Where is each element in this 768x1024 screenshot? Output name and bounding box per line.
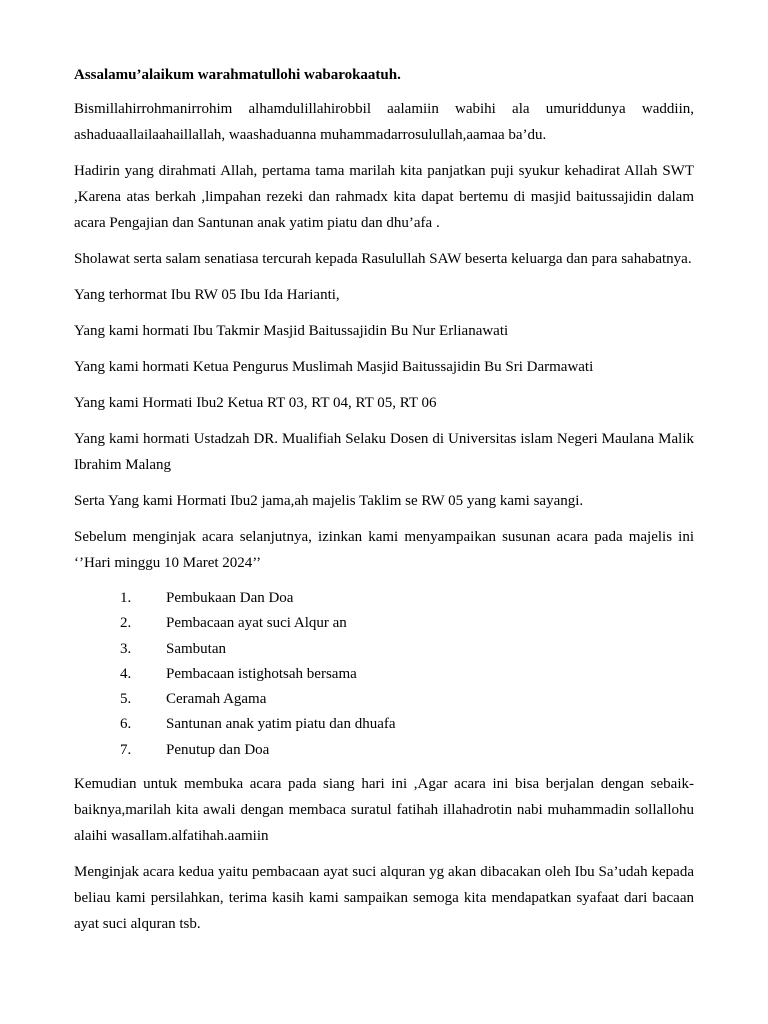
list-item-text: Sambutan — [166, 640, 226, 657]
list-item-number: 7. — [120, 741, 132, 758]
list-item — [74, 611, 694, 636]
list-item-text: Pembukaan Dan Doa — [166, 590, 294, 606]
list-item — [74, 712, 694, 737]
paragraph-welcome: Hadirin yang dirahmati Allah, pertama tama marilah kita panjatkan puji syukur kehadirat Allah SWT ,Karena atas berkah ,limpahan rezeki dan rahmadx kita dapat bertemu di masjid baitussajidin dalam acara Pengajian dan Santunan anak yatim piatu dan dhu’afa . — [74, 163, 694, 231]
list-item-text: Pembacaan istighotsah bersama — [166, 665, 357, 682]
list-item — [74, 586, 694, 611]
list-item — [74, 637, 694, 662]
paragraph-honor-jamaah: Serta Yang kami Hormati Ibu2 jama,ah majelis Taklim se RW 05 yang kami sayangi. — [74, 493, 584, 509]
list-item-number: 5. — [120, 691, 132, 708]
paragraph-opening: Bismillahirrohmanirrohim alhamdulillahirobbil aalamiin wabihi ala umuriddunya waddiin, ashaduaallailaahaillallah, waashaduanna muhammadarrosulullah,aamaa ba’du. — [74, 101, 694, 143]
paragraph-honor-rw: Yang terhormat Ibu RW 05 Ibu Ida Harianti, — [74, 287, 340, 303]
document-page — [74, 62, 694, 947]
list-item-text: Ceramah Agama — [166, 691, 267, 708]
list-item-number: 6. — [120, 716, 132, 733]
list-item — [74, 687, 694, 712]
paragraph-honor-ustadzah: Yang kami hormati Ustadzah DR. Mualifiah Selaku Dosen di Universitas islam Negeri Maulana Malik Ibrahim Malang — [74, 431, 694, 473]
list-item — [74, 738, 694, 763]
greeting: Assalamu’alaikum warahmatullohi wabarokaatuh. — [74, 67, 401, 83]
list-item-number: 2. — [120, 615, 132, 632]
paragraph-honor-takmir: Yang kami hormati Ibu Takmir Masjid Baitussajidin Bu Nur Erlianawati — [74, 323, 509, 339]
list-item-text: Penutup dan Doa — [166, 741, 270, 758]
agenda-list — [74, 586, 694, 763]
paragraph-honor-rt: Yang kami Hormati Ibu2 Ketua RT 03, RT 04, RT 05, RT 06 — [74, 395, 437, 411]
list-item-number: 3. — [120, 640, 132, 657]
paragraph-honor-muslimah: Yang kami hormati Ketua Pengurus Muslimah Masjid Baitussajidin Bu Sri Darmawati — [74, 359, 594, 375]
paragraph-quran-reading: Menginjak acara kedua yaitu pembacaan ayat suci alquran yg akan dibacakan oleh Ibu Sa’udah kepada beliau kami persilahkan, terima kasih kami sampaikan semoga kita mendapatkan syafaat dari bacaan ayat suci alquran tsb. — [74, 864, 694, 933]
paragraph-fatihah: Kemudian untuk membuka acara pada siang hari ini ,Agar acara ini bisa berjalan dengan sebaik-baiknya,marilah kita awali dengan membaca suratul fatihah illahadrotin nabi muhammadin sollallohu alaihi wasallam.alfatihah.aamiin — [74, 776, 694, 845]
list-item — [74, 662, 694, 687]
paragraph-agenda-intro: Sebelum menginjak acara selanjutnya, izinkan kami menyampaikan susunan acara pada majelis ini ‘’Hari minggu 10 Maret 2024’’ — [74, 529, 694, 571]
list-item-text: Pembacaan ayat suci Alqur an — [166, 615, 347, 632]
list-item-number: 1. — [120, 590, 132, 606]
list-item-text: Santunan anak yatim piatu dan dhuafa — [166, 716, 396, 733]
paragraph-sholawat: Sholawat serta salam senatiasa tercurah kepada Rasulullah SAW beserta keluarga dan para sahabatnya. — [74, 251, 692, 267]
list-item-number: 4. — [120, 665, 132, 682]
